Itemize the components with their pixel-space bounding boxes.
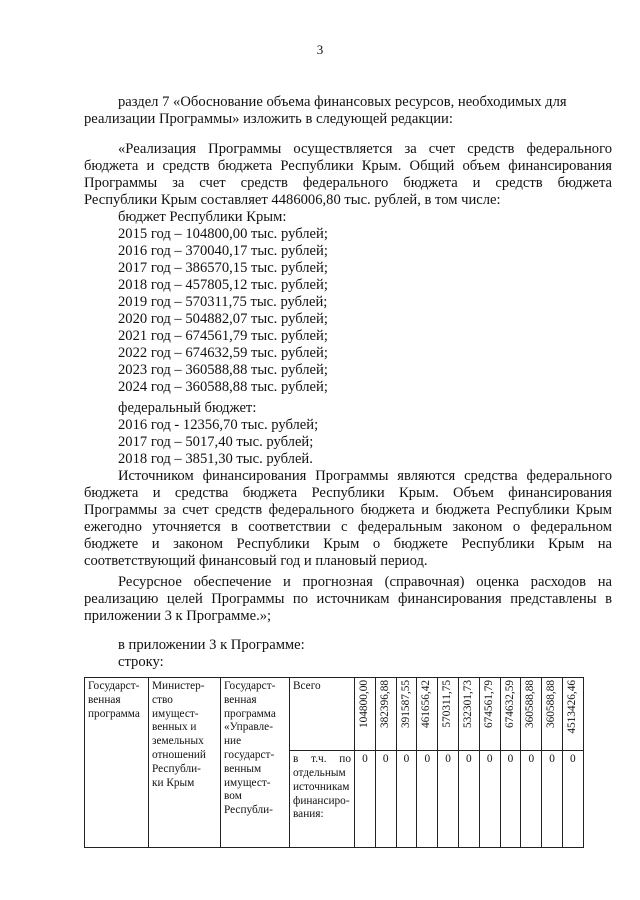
cell-text: Министер- [152,680,205,692]
regional-budget-item: 2015 год – 104800,00 тыс. рублей; [118,226,328,242]
regional-budget-item: 2016 год – 370040,17 тыс. рублей; [118,243,328,259]
cell-text: отдельным [293,766,346,779]
cell-sub-value: 0 [375,751,396,848]
total-value: 382396,88 [378,680,391,729]
federal-budget-item: 2018 год – 3851,30 тыс. рублей. [118,451,313,467]
regional-budget-item: 2022 год – 674632,59 тыс. рублей; [118,345,328,361]
paragraph-line: Источником финансирования Программы являются средства федерального [118,468,612,484]
cell-text: земельных [152,735,204,748]
cell-total-2024 [542,678,563,751]
financing-table [84,677,584,848]
cell-program-type [85,678,149,848]
cell-text: ние [224,735,242,748]
cell-text: Республи- [224,804,273,817]
cell-program-name [221,678,290,848]
cell-text: в [293,753,299,766]
cell-text: имущест- [224,776,271,789]
paragraph-sources [84,468,612,553]
paragraph-line: бюджета и средства бюджета Республики Крым. Объем финансирования [84,485,612,501]
paragraph-line: соответствующий финансовый год и плановый период. [84,553,428,569]
cell-text: имущест- [152,707,199,720]
cell-text: ство [152,693,173,706]
intro-line-1: раздел 7 «Обоснование объема финансовых ресурсов, необходимых для [118,94,567,110]
cell-text: Республи- [152,762,201,775]
cell-sub-value: 0 [417,751,438,848]
intro-line-2: реализации Программы» изложить в следующей редакции: [84,111,453,127]
regional-budget-item: 2024 год – 360588,88 тыс. рублей; [118,379,328,395]
paragraph-line: бюджете и законом Республики Крым о бюджете Республики Крым на [84,536,612,552]
cell-text: венным [224,762,262,775]
cell-sub-value: 0 [562,751,583,848]
cell-text: венных и [152,721,197,734]
cell-text: по [339,753,351,766]
appendix-line: в приложении 3 к Программе: [118,637,305,653]
cell-text: вом [224,790,242,803]
total-value: 532301,73 [461,680,474,729]
cell-sub-label [290,751,355,848]
cell-sub-value: 0 [355,751,376,848]
cell-total-2020 [458,678,479,751]
cell-total-2019 [438,678,459,751]
cell-sub-value: 0 [479,751,500,848]
cell-total-2023 [521,678,542,751]
paragraph-line: Ресурсное обеспечение и прогнозная (справочная) оценка расходов на [118,574,612,590]
cell-total-2016 [375,678,396,751]
total-value: 674632,59 [503,680,516,729]
regional-budget-item: 2021 год – 674561,79 тыс. рублей; [118,328,328,344]
cell-total-2021 [479,678,500,751]
total-value: 461656,42 [420,680,433,729]
regional-budget-item: 2020 год – 504882,07 тыс. рублей; [118,311,328,327]
cell-text: источникам [293,780,350,793]
cell-text: государст- [224,748,275,761]
cell-text: Государст- [88,680,140,692]
cell-ministry [149,678,221,848]
federal-budget-item: 2016 год - 12356,70 тыс. рублей; [118,417,319,433]
appendix-line: строку: [118,654,164,670]
cell-text: финансиро- [293,794,350,807]
cell-text: т.ч. [311,753,327,766]
cell-sub-value: 0 [458,751,479,848]
paragraph-line: ежегодно уточняется в соответствии с федеральным законом о федеральном [84,519,612,535]
paragraph-financing [84,141,612,192]
total-value: 570311,75 [441,680,454,728]
cell-text: венная [88,693,121,706]
cell-text: вания: [293,808,324,821]
cell-total-sum [562,678,583,751]
cell-sub-value: 0 [438,751,459,848]
federal-budget-heading: федеральный бюджет: [118,400,257,416]
cell-total-2022 [500,678,521,751]
cell-text: «Управле- [224,721,273,734]
cell-text: отношений [152,748,206,761]
paragraph-line: Программы за счет средств федерального бюджета и бюджета Республики Крым [84,502,612,518]
paragraph-line: бюджета и средств бюджета Республики Крым. Общий объем финансирования [84,158,612,174]
cell-sub-value: 0 [521,751,542,848]
cell-total-label: Всего [290,678,355,751]
cell-text: программа [224,707,276,720]
total-value: 104800,00 [358,680,370,729]
cell-total-2017 [396,678,417,751]
paragraph-resources [84,574,612,608]
regional-budget-item: 2019 год – 570311,75 тыс. рублей; [118,294,328,310]
cell-sub-value: 0 [500,751,521,848]
paragraph-line: реализацию целей Программы по источникам финансирования представлены в [84,591,612,607]
table-row [85,678,584,751]
cell-sub-value: 0 [542,751,563,848]
paragraph-line: Программы за счет средств федерального бюджета и средств бюджета [84,175,612,191]
cell-total-2015 [355,678,376,751]
total-value: 4513426,46 [565,680,578,734]
cell-text: Государст- [224,680,276,692]
total-value: 391587,55 [399,680,412,729]
cell-total-2018 [417,678,438,751]
total-value: 674561,79 [482,680,495,729]
cell-text: венная [224,693,257,706]
page-number: 3 [316,42,324,57]
paragraph-line: приложении 3 к Программе.»; [84,608,272,624]
cell-text: программа [88,707,140,720]
regional-budget-item: 2018 год – 457805,12 тыс. рублей; [118,277,328,293]
paragraph-line: «Реализация Программы осуществляется за счет средств федерального [118,141,612,157]
cell-text: ки Крым [152,776,195,789]
regional-budget-item: 2023 год – 360588,88 тыс. рублей; [118,362,328,378]
total-value: 360588,88 [524,680,537,729]
total-value: 360588,88 [545,680,558,729]
regional-budget-heading: бюджет Республики Крым: [118,209,287,225]
cell-sub-value: 0 [396,751,417,848]
regional-budget-item: 2017 год – 386570,15 тыс. рублей; [118,260,328,276]
paragraph-line: Республики Крым составляет 4486006,80 тыс. рублей, в том числе: [84,192,501,208]
federal-budget-item: 2017 год – 5017,40 тыс. рублей; [118,434,314,450]
